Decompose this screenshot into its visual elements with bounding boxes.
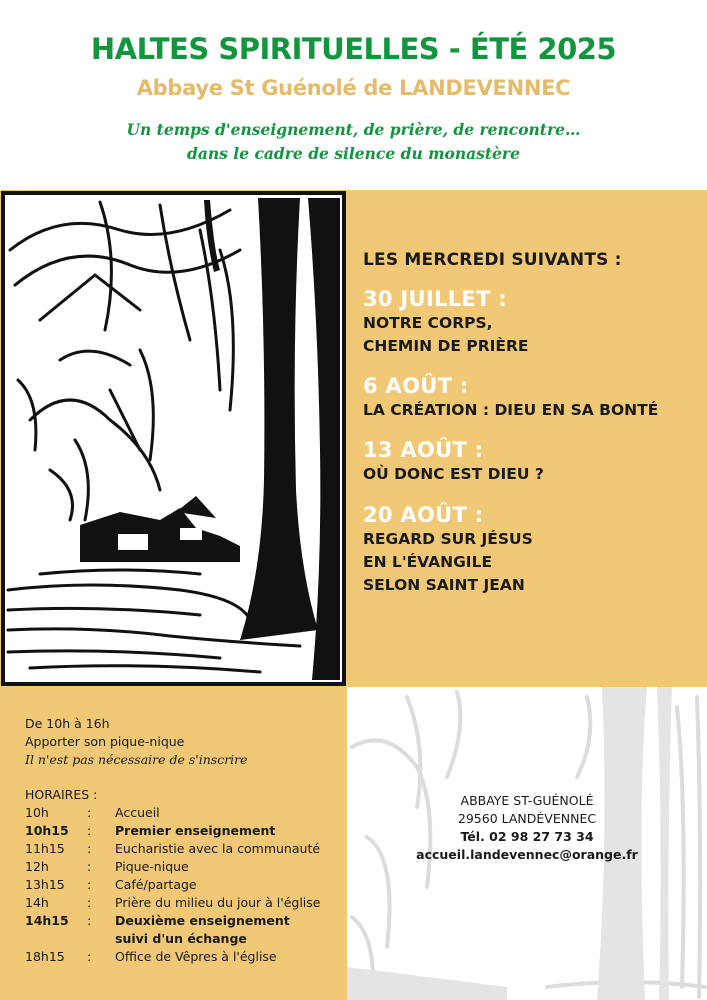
picnic-text: Apporter son pique-nique	[25, 734, 185, 749]
schedule-activity-line: suivi d'un échange	[115, 931, 247, 946]
schedule-time: 18h15	[25, 949, 65, 964]
schedule-time: 10h	[25, 805, 49, 820]
event-title-line: EN L'ÉVANGILE	[363, 553, 493, 571]
schedule-time: 14h	[25, 895, 49, 910]
schedule-activity: Pique-nique	[115, 859, 189, 874]
schedule-activity: Prière du milieu du jour à l'église	[115, 895, 321, 910]
schedule-time: 13h15	[25, 877, 65, 892]
schedule-separator: :	[87, 859, 92, 874]
events-heading: LES MERCREDI SUIVANTS :	[363, 250, 622, 270]
schedule-time: 11h15	[25, 841, 65, 856]
contact-email[interactable]: accueil.landevennec@orange.fr	[416, 847, 638, 862]
schedule-label: HORAIRES :	[25, 787, 98, 802]
event-title-line: CHEMIN DE PRIÈRE	[363, 337, 529, 355]
event-item	[363, 437, 544, 486]
intro-line-2: dans le cadre de silence du monastère	[187, 144, 520, 163]
event-title-line: SELON SAINT JEAN	[363, 576, 525, 594]
schedule-activity	[115, 912, 325, 948]
event-title-line: REGARD SUR JÉSUS	[363, 530, 533, 548]
intro-text	[0, 118, 707, 166]
event-title-line: OÙ DONC EST DIEU ?	[363, 465, 544, 483]
schedule-activity: Accueil	[115, 805, 160, 820]
schedule-time: 10h15	[25, 823, 69, 838]
schedule-separator: :	[87, 949, 92, 964]
schedule-separator: :	[87, 805, 92, 820]
schedule-row	[25, 858, 325, 876]
hours-text: De 10h à 16h	[25, 716, 110, 731]
schedule-separator: :	[87, 913, 92, 928]
event-title-line: LA CRÉATION : DIEU EN SA BONTÉ	[363, 401, 659, 419]
practical-info	[25, 715, 248, 769]
schedule-row	[25, 822, 325, 840]
contact-phone[interactable]: Tél. 02 98 27 73 34	[460, 829, 594, 844]
event-title-line: NOTRE CORPS,	[363, 314, 493, 332]
schedule-separator: :	[87, 895, 92, 910]
schedule-row	[25, 804, 325, 822]
contact-postal: 29560 LANDÉVENNEC	[457, 811, 597, 826]
event-date: 6 AOÛT :	[363, 374, 469, 398]
schedule-activity: Premier enseignement	[115, 823, 276, 838]
event-item	[363, 502, 533, 597]
schedule-activity-line: Deuxième enseignement	[115, 913, 290, 928]
schedule-table	[25, 804, 325, 966]
header	[0, 0, 707, 190]
practical-info-panel	[0, 687, 347, 1000]
event-date: 30 JUILLET :	[363, 287, 507, 311]
schedule-row	[25, 948, 325, 966]
event-item	[363, 286, 529, 358]
schedule-activity: Office de Vêpres à l'église	[115, 949, 277, 964]
woodcut-forest-illustration-icon	[0, 190, 347, 687]
schedule-activity: Eucharistie avec la communauté	[115, 841, 321, 856]
page-title: HALTES SPIRITUELLES - ÉTÉ 2025	[90, 32, 617, 66]
event-date: 13 AOÛT :	[363, 438, 484, 462]
schedule-separator: :	[87, 841, 92, 856]
event-date: 20 AOÛT :	[363, 503, 484, 527]
schedule-row	[25, 876, 325, 894]
schedule-activity: Café/partage	[115, 877, 197, 892]
schedule-row	[25, 894, 325, 912]
registration-text: Il n'est pas nécessaire de s'inscrire	[25, 752, 248, 767]
schedule-separator: :	[87, 877, 92, 892]
page-subtitle: Abbaye St Guénolé de LANDEVENNEC	[136, 76, 571, 100]
contact-block	[347, 792, 707, 864]
intro-line-1: Un temps d'enseignement, de prière, de rencontre…	[126, 120, 581, 139]
contact-name: ABBAYE ST-GUÉNOLÉ	[460, 793, 594, 808]
schedule-time: 14h15	[25, 913, 69, 928]
schedule-row	[25, 912, 325, 948]
event-item	[363, 373, 658, 422]
schedule-separator: :	[87, 823, 92, 838]
schedule-row	[25, 840, 325, 858]
events-panel	[347, 190, 707, 687]
schedule-time: 12h	[25, 859, 49, 874]
